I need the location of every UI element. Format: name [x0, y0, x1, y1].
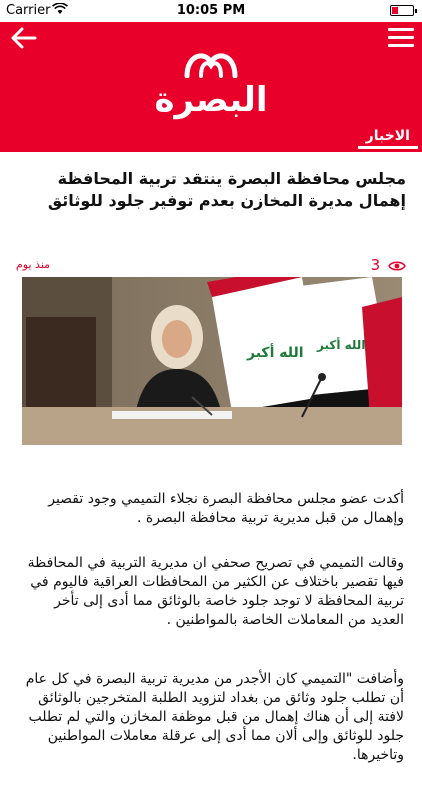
article-paragraph: وقالت التميمي في تصريح صحفي ان مديرية التربية في المحافظة فيها تقصير باختلاف عن الكثير من المحافظات العراقية فاليوم في تربية المحافظة لا توجد جلود خاصة بالوثائق مما أدى إلى تأخر العديد من المعاملات الخاصة بالمواطنين . — [27, 555, 404, 628]
carrier-label: Carrier — [6, 3, 51, 18]
battery-icon — [390, 5, 414, 16]
svg-text:الله أكبر: الله أكبر — [247, 345, 304, 361]
logo-crown-icon — [181, 44, 241, 78]
svg-text:الله أكبر: الله أكبر — [317, 338, 366, 352]
eye-icon — [388, 260, 406, 272]
status-time: 10:05 PM — [176, 3, 246, 18]
article-meta — [16, 258, 406, 276]
article-paragraph: أكدت عضو مجلس محافظة البصرة نجلاء التميمي وجود تقصير وإهمال من قبل مديرية تربية محافظة البصرة . — [48, 491, 404, 526]
app-logo — [0, 44, 422, 82]
article-photo — [22, 277, 402, 445]
tab-news[interactable]: الاخبار — [358, 126, 418, 149]
article-body — [18, 490, 404, 791]
app-header — [0, 22, 422, 152]
view-count-value: 3 — [370, 256, 381, 274]
article-age: منذ يوم — [16, 258, 51, 271]
article-headline: مجلس محافظة البصرة ينتقد تربية المحافظة إهمال مديرة المخازن بعدم توفير جلود للوثائق — [47, 169, 406, 210]
status-bar — [0, 0, 422, 22]
logo-text: البصرة — [154, 80, 268, 120]
view-count — [371, 256, 406, 274]
article-paragraph: وأضافت "التميمي كان الأجدر من مديرية تربية البصرة في كل عام أن تطلب جلود وثائق من بغداد لتزويد الطلبة المتخرجين بالوثائق لافتة إلى أن هناك إهمال من قبل موظفة المخازن والتي لم تطلب جلود للوثائق وإلى ألان مما أدى إلى عرقلة معاملات المواطنين وتاخيرها. — [25, 671, 404, 763]
